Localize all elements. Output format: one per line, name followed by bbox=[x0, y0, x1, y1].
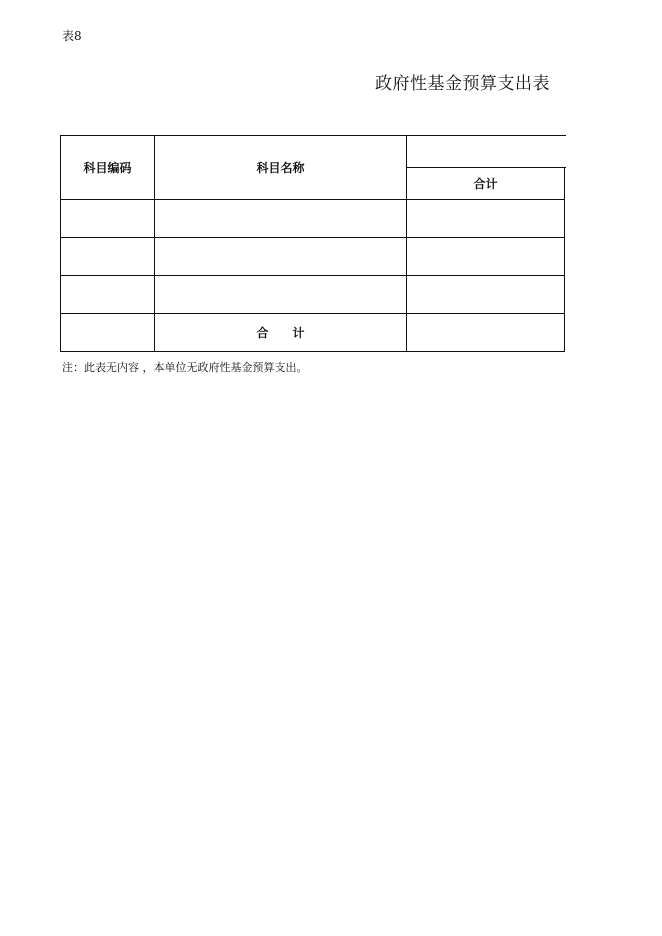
table-cell-code bbox=[60, 275, 155, 314]
page-title: 政府性基金预算支出表 bbox=[375, 74, 550, 94]
table-cell-total bbox=[406, 199, 565, 238]
table-cell-name bbox=[154, 199, 407, 238]
table-cell-code bbox=[60, 237, 155, 276]
column-header-name: 科目名称 bbox=[154, 135, 407, 200]
column-header-total: 合计 bbox=[406, 167, 565, 200]
table-cell-total bbox=[406, 275, 565, 314]
column-header-code: 科目编码 bbox=[60, 135, 155, 200]
table-number: 表8 bbox=[62, 29, 82, 43]
table-cell-name bbox=[154, 237, 407, 276]
budget-table bbox=[60, 135, 566, 352]
footer-cell-code bbox=[60, 313, 155, 352]
footer-cell-total bbox=[406, 313, 565, 352]
table-cell-total bbox=[406, 237, 565, 276]
table-note: 注：此表无内容 ，本单位无政府性基金预算支出。 bbox=[62, 361, 308, 374]
footer-total-label: 合 计 bbox=[154, 313, 407, 352]
table-cell-code bbox=[60, 199, 155, 238]
table-cell-name bbox=[154, 275, 407, 314]
column-header-group bbox=[406, 135, 566, 168]
